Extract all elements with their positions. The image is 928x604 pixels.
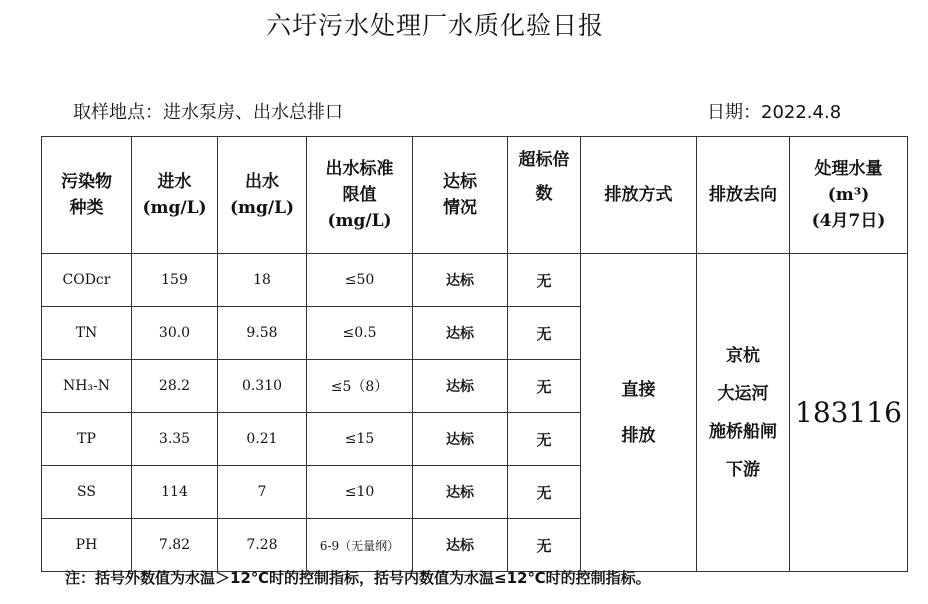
- effluent-cell: 18: [218, 254, 307, 307]
- limit-cell: ≤0.5: [307, 307, 413, 360]
- header-exceed: [508, 137, 581, 254]
- discharge-method-cell: [581, 254, 697, 572]
- exceed-cell: 无: [508, 413, 581, 466]
- limit-cell: ≤50: [307, 254, 413, 307]
- header-influent-unit: (mg/L): [142, 198, 207, 218]
- header-volume-date: (4月7日): [811, 211, 886, 231]
- effluent-cell: 0.310: [218, 360, 307, 413]
- limit-cell: ≤10: [307, 466, 413, 519]
- effluent-cell: 9.58: [218, 307, 307, 360]
- effluent-cell: 0.21: [218, 413, 307, 466]
- influent-cell: 7.82: [132, 519, 218, 572]
- header-destination: 排放去向: [697, 137, 790, 254]
- effluent-cell: 7.28: [218, 519, 307, 572]
- status-cell: 达标: [413, 466, 508, 519]
- pollutant-cell: SS: [42, 466, 132, 519]
- exceed-cell: 无: [508, 466, 581, 519]
- pollutant-cell: PH: [42, 519, 132, 572]
- header-pollutant: [42, 137, 132, 254]
- pollutant-cell: TN: [42, 307, 132, 360]
- discharge-destination-line: 大运河: [717, 383, 769, 404]
- report-date: 日期：2022.4.8: [707, 102, 842, 123]
- header-volume: [790, 137, 908, 254]
- header-status: [413, 137, 508, 254]
- header-volume-line: 处理水量: [814, 159, 883, 179]
- pollutant-cell: NH₃-N: [42, 360, 132, 413]
- water-quality-table: [41, 136, 908, 572]
- header-limit: [307, 137, 413, 254]
- exceed-cell: 无: [508, 519, 581, 572]
- status-cell: 达标: [413, 254, 508, 307]
- sample-site: 取样地点：进水泵房、出水总排口: [73, 102, 343, 123]
- header-pollutant-line: 污染物: [61, 172, 112, 192]
- header-pollutant-line: 种类: [69, 198, 104, 218]
- influent-cell: 159: [132, 254, 218, 307]
- header-status-line: 情况: [443, 198, 477, 218]
- header-exceed-line: 超标倍: [518, 150, 570, 170]
- header-row: [42, 137, 908, 254]
- header-influent: [132, 137, 218, 254]
- discharge-destination-cell: [697, 254, 790, 572]
- limit-cell: ≤15: [307, 413, 413, 466]
- report-title: 六圩污水处理厂水质化验日报: [265, 11, 604, 40]
- limit-cell: ≤5（8）: [307, 360, 413, 413]
- header-effluent-unit: (mg/L): [229, 198, 295, 218]
- header-method: 排放方式: [581, 137, 697, 254]
- status-cell: 达标: [413, 307, 508, 360]
- treated-volume-cell: 183116: [790, 254, 908, 572]
- influent-cell: 30.0: [132, 307, 218, 360]
- discharge-destination-line: 下游: [726, 459, 760, 480]
- header-exceed-line: 数: [535, 184, 553, 204]
- exceed-cell: 无: [508, 360, 581, 413]
- status-cell: 达标: [413, 360, 508, 413]
- influent-cell: 28.2: [132, 360, 218, 413]
- influent-cell: 3.35: [132, 413, 218, 466]
- status-cell: 达标: [413, 413, 508, 466]
- influent-cell: 114: [132, 466, 218, 519]
- header-influent-line: 进水: [157, 172, 192, 192]
- exceed-cell: 无: [508, 307, 581, 360]
- table-row: [42, 254, 908, 307]
- status-cell: 达标: [413, 519, 508, 572]
- discharge-method-line: 直接: [621, 379, 656, 400]
- discharge-destination-line: 京杭: [726, 345, 760, 366]
- header-limit-line: 限值: [342, 185, 377, 205]
- limit-cell: 6-9（无量纲）: [307, 519, 413, 572]
- pollutant-cell: CODcr: [42, 254, 132, 307]
- exceed-cell: 无: [508, 254, 581, 307]
- header-limit-line: 出水标准: [325, 159, 394, 179]
- footnote: 注：括号外数值为水温＞12℃时的控制指标，括号内数值为水温≤12℃时的控制指标。: [65, 569, 651, 587]
- header-status-line: 达标: [443, 172, 477, 192]
- header-effluent: [218, 137, 307, 254]
- header-volume-unit: (m³): [827, 185, 870, 205]
- header-limit-unit: (mg/L): [327, 211, 392, 231]
- pollutant-cell: TP: [42, 413, 132, 466]
- discharge-destination-line: 施桥船闸: [709, 421, 777, 442]
- effluent-cell: 7: [218, 466, 307, 519]
- discharge-method-line: 排放: [621, 425, 656, 446]
- header-effluent-line: 出水: [245, 172, 279, 192]
